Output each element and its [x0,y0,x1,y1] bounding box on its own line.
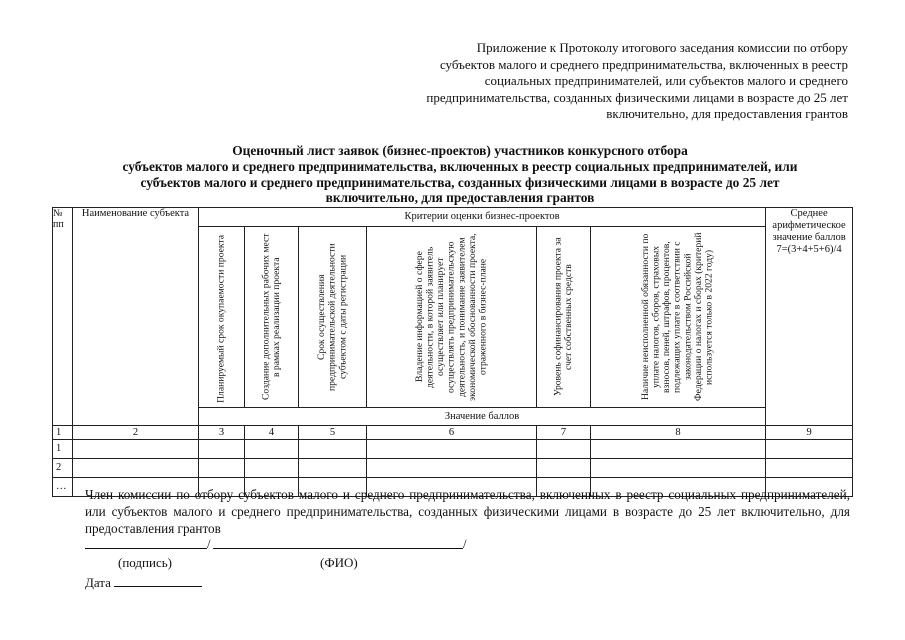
appendix-line: предпринимательства, созданных физическими лицами в возрасте до 25 лет [426,89,848,105]
header-average: Среднее арифметическое значение баллов 7=(3+4+5+6)/4 [766,208,853,426]
table-cell[interactable] [537,459,591,478]
fio-slash: / [463,536,467,551]
criterion-label: Планируемый срок окупаемости проекта [215,235,227,403]
signature-slash: / [207,536,211,551]
appendix-line: субъектов малого и среднего предпринимательства, включенных в реестр [439,56,848,72]
title-line: Оценочный лист заявок (бизнес-проектов) участников конкурсного отбора [232,143,688,158]
table-cell[interactable] [766,440,853,459]
criterion-jobs [245,227,299,408]
table-row [53,440,853,459]
score-label: Значение баллов [199,408,766,426]
date-row [85,574,202,591]
row-number: 2 [53,459,73,478]
header-criteria: Критерии оценки бизнес-проектов [199,208,766,227]
table-cell[interactable] [73,440,199,459]
table-cell[interactable] [299,440,367,459]
column-number: 3 [199,426,245,440]
criterion-label: Наличие неисполненной обязанности по уплате налогов, сборов, страховых взносов, пеней, штрафов, процентов, подлежащих уплате в соответствии с законодательством Российской Федерации о налогах и сборах (критерий используется только в 2022 году) [639,232,715,402]
column-number: 9 [766,426,853,440]
table-cell[interactable] [367,440,537,459]
date-field[interactable] [114,574,202,587]
signature-line [85,536,475,552]
fio-field[interactable] [213,548,463,549]
criterion-label: Уровень софинансирования проекта за счет собственных средств [551,237,574,397]
appendix-line: Приложение к Протоколу итогового заседания комиссии по отбору [476,40,848,55]
row-number: 1 [53,440,73,459]
column-number: 5 [299,426,367,440]
criterion-payback [199,227,245,408]
appendix-header [328,40,848,123]
column-number: 4 [245,426,299,440]
signature-field[interactable] [85,548,207,549]
column-number: 7 [537,426,591,440]
table-cell[interactable] [367,459,537,478]
column-number: 2 [73,426,199,440]
column-number: 1 [53,426,73,440]
title-line: субъектов малого и среднего предпринимательства, включенных в реестр социальных предпринимателей, или [122,158,798,174]
fio-caption: (ФИО) [320,555,358,570]
criterion-cofinancing [537,227,591,408]
evaluation-table [52,207,853,497]
document-title [40,143,880,206]
header-subject-name: Наименование субъекта [73,208,199,426]
appendix-line: социальных предпринимателей, или субъектов малого и среднего [484,73,848,88]
criterion-tax-debt [591,227,766,408]
criterion-label: Срок осуществления предпринимательской деятельности субъектом с даты регистрации [315,243,348,391]
table-cell[interactable] [245,440,299,459]
commission-member-text: Член комиссии по отбору субъектов малого и среднего предпринимательства, включенных в реестр социальных предпринимателей, или субъектов малого и среднего предпринимательства, созданных физическими лицами в возрасте до 25 лет включительно, для предоставления грантов [85,487,850,536]
table-cell[interactable] [245,459,299,478]
table-cell[interactable] [591,459,766,478]
row-number: … [53,478,73,497]
title-line: включительно, для предоставления грантов [325,190,595,206]
table-cell[interactable] [199,459,245,478]
column-number: 6 [367,426,537,440]
criterion-knowledge [367,227,537,408]
table-row [53,459,853,478]
appendix-line: включительно, для предоставления грантов [606,106,848,121]
table-cell[interactable] [766,459,853,478]
table-cell[interactable] [591,440,766,459]
table-cell[interactable] [199,440,245,459]
table-cell[interactable] [299,459,367,478]
column-number: 8 [591,426,766,440]
table-cell[interactable] [73,459,199,478]
header-number: № пп [53,208,73,426]
signature-caption: (подпись) [118,555,172,570]
criterion-label: Создание дополнительных рабочих мест в рамках реализации проекта [259,233,282,401]
title-line: субъектов малого и среднего предпринимательства, созданных физическими лицами в возрасте до 25 лет [140,174,780,190]
criterion-activity-term [299,227,367,408]
criterion-label: Владение информацией о сфере деятельности, в которой заявитель осуществляет или планирует осуществлять предпринимательскую деятельность, и понимание заявителем экономической обоснованности проекта, отраженного в бизнес-плане [413,233,488,401]
table-cell[interactable] [537,440,591,459]
date-label: Дата [85,575,111,590]
